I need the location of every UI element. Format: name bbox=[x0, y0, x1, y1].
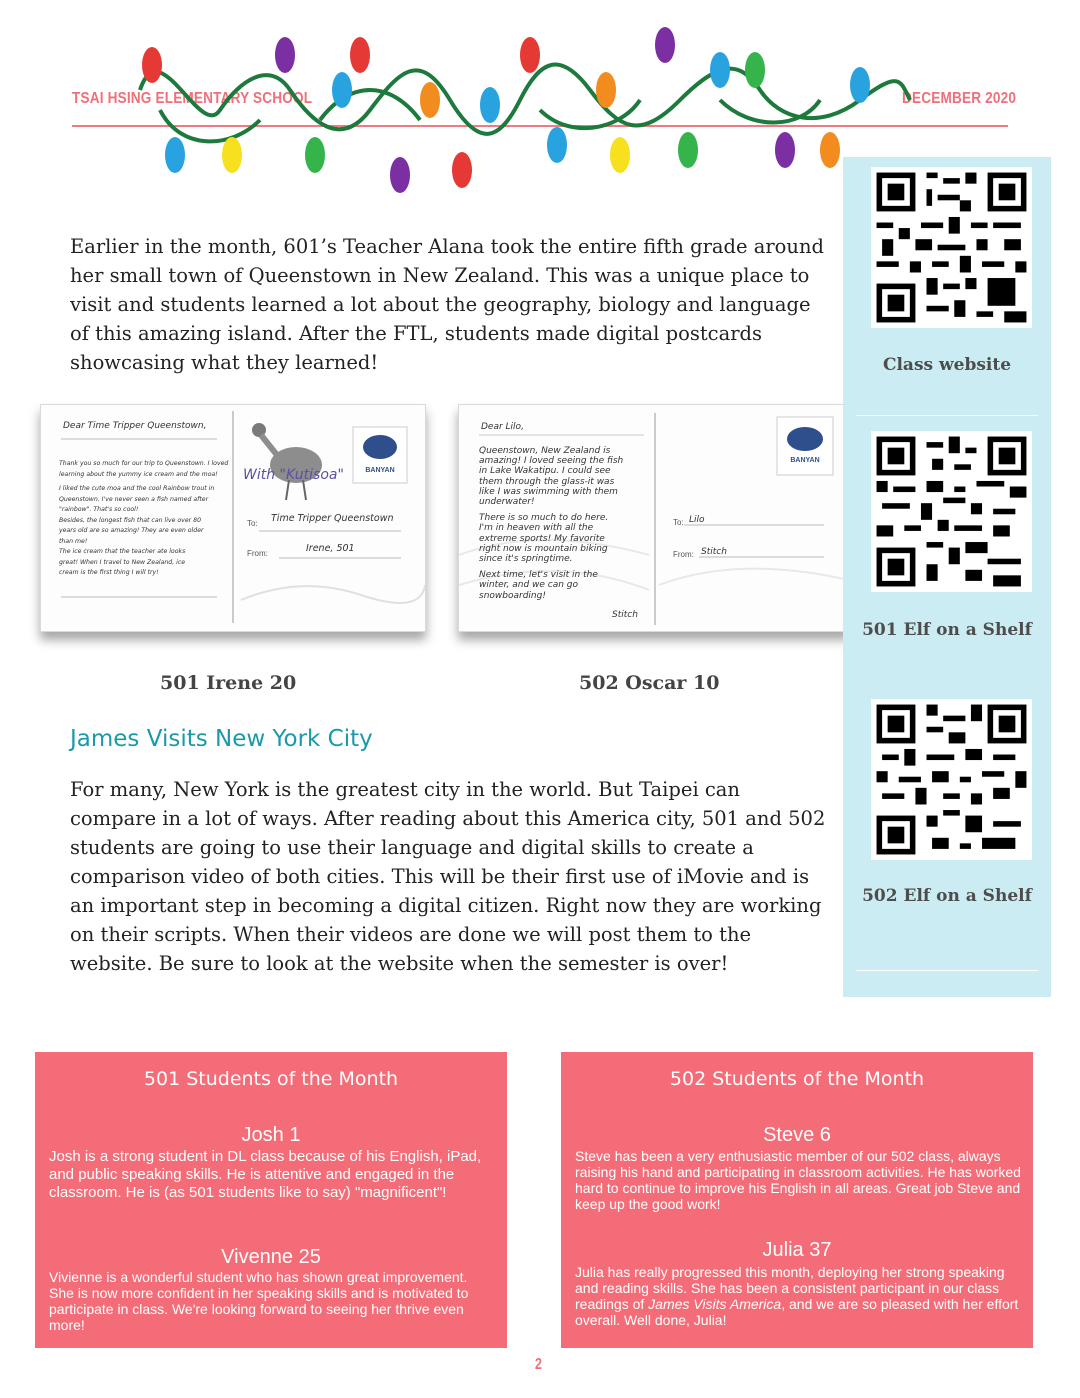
qr-code-icon[interactable] bbox=[871, 167, 1032, 328]
student-description: Vivienne is a wonderful student who has shown great improvement. She is now more confident in her speaking skills and is motivated to participate in class. We're looking forward to seeing her thrive even more! bbox=[49, 1269, 469, 1333]
message-line: Thank you so much for our trip to Queenstown. I loved bbox=[59, 460, 229, 467]
section-body: For many, New York is the greatest city in the world. But Taipei can compare in a lot of ways. After reading about this America city, 501 and 502 students are going to use their language and digital skills to create a comparison video of both cities. This will be their first use of iMovie and is an important step in becoming a digital citizen. Right now they are working on their scripts. When their videos are done we will post them to the website. Be sure to look at the website when the semester is over! bbox=[70, 778, 826, 975]
to-value: Time Tripper Queenstown bbox=[271, 513, 394, 524]
message-line: winter, and we can go bbox=[479, 580, 579, 591]
message-line: Next time, let's visit in the bbox=[479, 570, 598, 581]
message-line: amazing! I loved seeing the fish bbox=[479, 456, 624, 467]
message-line: There is so much to do here. bbox=[479, 513, 609, 524]
message-line: snowboarding! bbox=[479, 590, 546, 601]
christmas-lights-icon bbox=[120, 20, 920, 200]
message-line: The ice cream that the teacher ate looks bbox=[59, 548, 186, 555]
sidebar-divider bbox=[856, 970, 1038, 971]
message-line: Queenstown, New Zealand is bbox=[479, 446, 611, 456]
banyan-logo: BANYAN bbox=[365, 467, 395, 474]
school-name: TSAI HSING ELEMENTARY SCHOOL bbox=[72, 90, 313, 107]
to-label: To: bbox=[247, 519, 258, 528]
message-line: cream is the first thing I will try! bbox=[59, 569, 159, 576]
from-value: Stitch bbox=[701, 547, 727, 557]
from-value: Irene, 501 bbox=[306, 543, 355, 554]
to-label: To: bbox=[673, 518, 684, 527]
student-name: Steve 6 bbox=[763, 1124, 831, 1146]
postcard-caption: 502 Oscar 10 bbox=[579, 672, 720, 694]
student-description: Josh is a strong student in DL class because of his English, iPad, and public speaking skills. He is attentive and engaged in the classroom. He is (as 501 students like to say) "magnificent"! bbox=[49, 1148, 482, 1201]
message-line: learning about the yummy ice cream and the moa! bbox=[59, 470, 218, 478]
page-number: 2 bbox=[534, 1356, 543, 1373]
students-of-month-502 bbox=[561, 1052, 1033, 1348]
message-line: since it's springtime. bbox=[479, 554, 573, 565]
student-description bbox=[575, 1264, 1021, 1328]
message-line: Queenstown. I've never seen a fish named after bbox=[59, 495, 209, 503]
section-title: James Visits New York City bbox=[70, 726, 373, 752]
som-title: 502 Students of the Month bbox=[669, 1068, 925, 1090]
student-description: Steve has been a very enthusiastic member of our 502 class, always raising his hand and participating in classroom activities. He has worked hard to continue to improve his English in all areas. Great job Steve and keep up the good work! bbox=[575, 1148, 1021, 1212]
message-line: than me! bbox=[59, 537, 88, 545]
desc-text: Julia has really progressed this month, deploying her strong speaking and reading skills. She has been a consistent participant in our class readings of bbox=[575, 1264, 1005, 1312]
message-line: in Lake Wakatipu. I could see bbox=[479, 466, 611, 477]
message-line: like I was swimming with them bbox=[479, 486, 618, 497]
postcard-greeting: Dear Time Tripper Queenstown, bbox=[63, 421, 207, 431]
qr-code-icon[interactable] bbox=[871, 431, 1032, 592]
student-name: Josh 1 bbox=[241, 1124, 301, 1146]
from-label: From: bbox=[673, 550, 694, 559]
postcard-caption: 501 Irene 20 bbox=[160, 672, 297, 694]
message-line: I'm in heaven with all the bbox=[479, 523, 594, 534]
message-line: I liked the cute moa and the cool Rainbow trout in bbox=[59, 485, 215, 492]
som-title: 501 Students of the Month bbox=[143, 1068, 399, 1090]
qr-label: 502 Elf on a Shelf bbox=[862, 886, 1032, 906]
message-line: Besides, the longest fish that can live over 80 bbox=[59, 516, 202, 524]
qr-sidebar bbox=[843, 157, 1051, 997]
postcard-stamp-text: With "Kutisoa" bbox=[243, 467, 344, 483]
postcard-irene bbox=[40, 404, 426, 632]
from-label: From: bbox=[247, 549, 268, 558]
message-line: right now is mountain biking bbox=[479, 543, 608, 554]
message-line: underwater! bbox=[479, 497, 535, 508]
to-value: Lilo bbox=[689, 515, 705, 525]
postcard-message bbox=[59, 459, 234, 579]
student-name: Vivenne 25 bbox=[221, 1246, 321, 1268]
message-line: great! When I travel to New Zealand, ice bbox=[59, 558, 186, 566]
sidebar-divider bbox=[856, 415, 1038, 416]
desc-text: , and we are so pleased with her effort overall. Well done, Julia! bbox=[575, 1296, 1019, 1328]
qr-label: Class website bbox=[882, 355, 1012, 375]
qr-label: 501 Elf on a Shelf bbox=[862, 620, 1032, 640]
book-title: James Visits America bbox=[648, 1296, 782, 1312]
postcard-oscar bbox=[458, 404, 850, 632]
student-name: Julia 37 bbox=[762, 1239, 832, 1261]
banyan-logo: BANYAN bbox=[790, 457, 820, 464]
students-of-month-501 bbox=[35, 1052, 507, 1348]
postcard-message bbox=[479, 446, 654, 601]
postcard-signature: Stitch bbox=[612, 610, 638, 620]
message-line: years old are so amazing! They are even older bbox=[59, 527, 204, 534]
qr-code-icon[interactable] bbox=[871, 699, 1032, 860]
intro-paragraph: Earlier in the month, 601’s Teacher Alana took the entire fifth grade around her small town of Queenstown in New Zealand. This was a unique place to visit and students learned a lot about the geography, biology and language of this amazing island. After the FTL, students made digital postcards showcasing what they learned! bbox=[70, 235, 825, 374]
message-line: "rainbow". That's so cool! bbox=[59, 506, 139, 513]
postcard-greeting: Dear Lilo, bbox=[481, 422, 524, 432]
message-line: them through the glass-it was bbox=[479, 476, 615, 487]
message-line: extreme sports! My favorite bbox=[479, 533, 605, 544]
issue-date: DECEMBER 2020 bbox=[902, 90, 1017, 107]
